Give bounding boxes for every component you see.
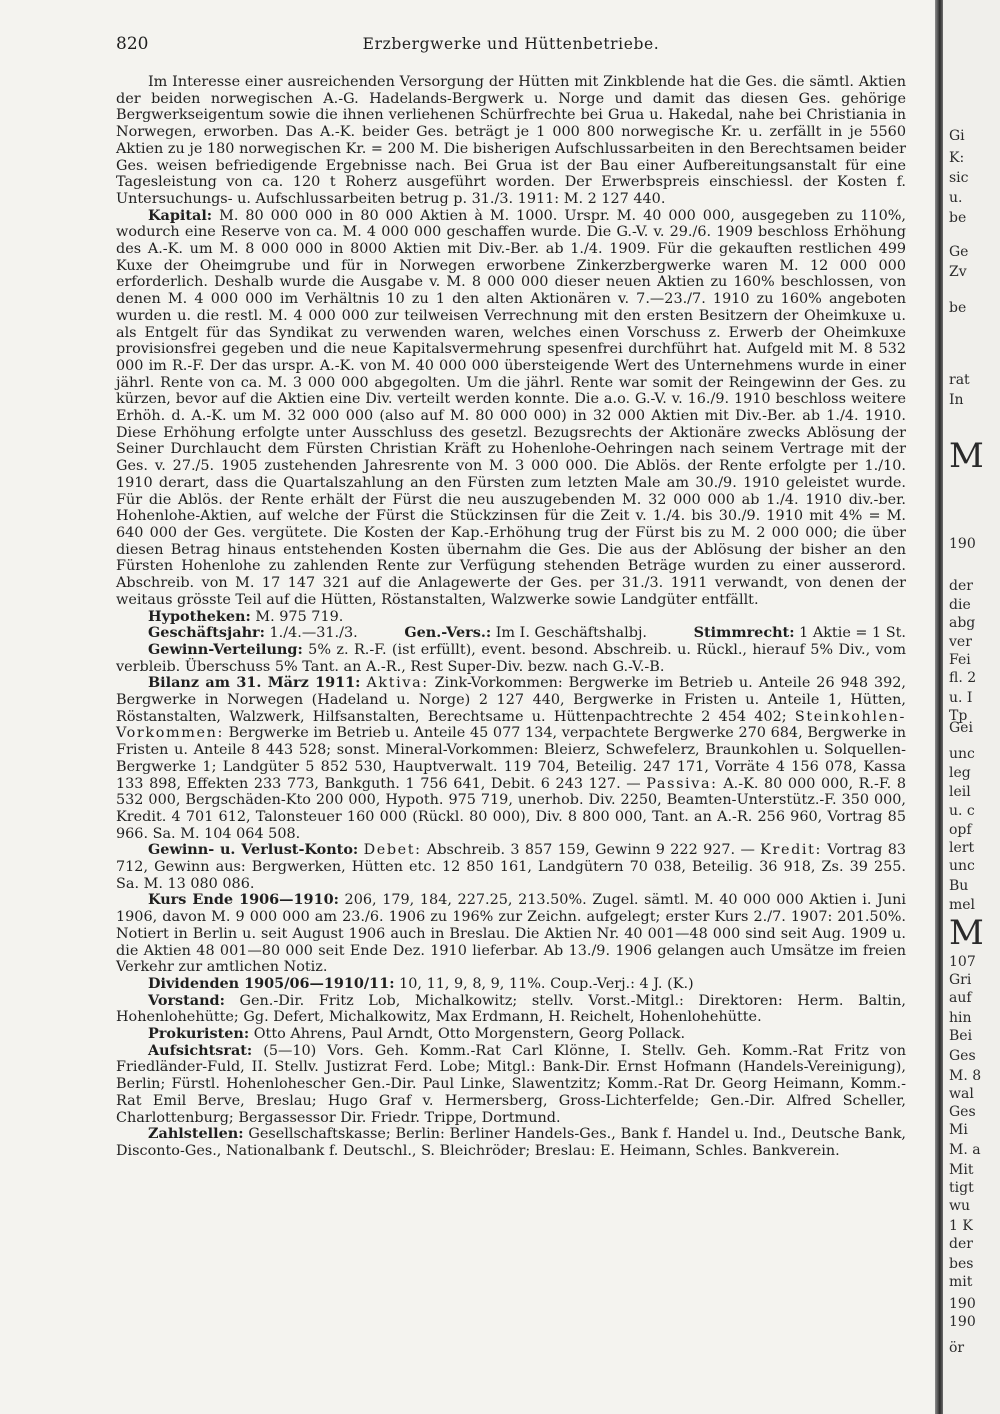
vorstand-label: Vorstand: [148, 991, 225, 1009]
gewinn-verteilung-text: 5% z. R.-F. (ist erfüllt), event. besond. Abschreib. u. Rückl., hierauf 5% Div., vom verbleib. Überschuss 5% Tant. an A.-R., Rest Super-Div. bezw. nach G.-V.-B. [116, 641, 906, 675]
guv-kredit-word: Kredit: [760, 842, 822, 859]
adjacent-page-fragment: auf [949, 990, 972, 1006]
adjacent-page-fragment: M [949, 913, 984, 953]
adjacent-page-fragment: be [949, 210, 967, 226]
page-title: Erzbergwerke und Hüttenbetriebe. [362, 35, 660, 53]
bilanz-label: Bilanz am 31. März 1911: [148, 674, 361, 692]
adjacent-page-fragment: u. [949, 190, 963, 206]
bilanz-passiva-word: Passiva: [646, 775, 718, 792]
adjacent-page-fragment: Zv [949, 264, 967, 280]
adjacent-page-fragment: Gri [949, 972, 972, 988]
aufsichtsrat-label: Aufsichtsrat: [148, 1041, 253, 1059]
kapital-text: M. 80 000 000 in 80 000 Aktien à M. 1000. Urspr. M. 40 000 000, ausgegeben zu 110%, wodurch eine Reserve von ca. M. 4 000 000 geschaffen wurde. Die G.-V. v. 29./6. 1909 beschloss Erhöhung des A.-K. um M. 8 000 000 in 8000 Aktien mit Div.-Ber. ab 1./4. 1909. Für die gekauften restlichen 499 Kuxe der Oheimgrube und für in Norwegen erworbene Zinkerzbergwerke waren M. 12 000 000 erforderlich. Deshalb wurde die Ausgabe v. M. 8 000 000 dieser neuen Aktien zu 160% beschlossen, von denen M. 4 000 000 im Verhältnis 10 zu 1 den alten Aktionären v. 7.—23./7. 1910 zu 160% angeboten wurden u. die restl. M. 4 000 000 zur teilweisen Verrechnung mit den ersten Besitzern der Oheimkuxe u. als Entgelt für das Syndikat zu verwenden waren, welches einen Vorschuss z. Erwerb der Oheimkuxe provisionsfrei gegeben und die neue Kapitalsvermehrung spesenfrei durchführt hat. Aufgeld mit M. 8 532 000 im R.-F. Der das urspr. A.-K. von M. 40 000 000 übersteigende Wert des Unternehmens wurde in einer jährl. Rente von ca. M. 3 000 000 abgegolten. Um die jährl. Rente war somit der Reingewinn der Ges. zu kürzen, bevor auf die Aktien eine Div. verteilt werden konnte. Die a.o. G.-V. v. 16./9. 1910 beschloss weitere Erhöh. d. A.-K. um M. 32 000 000 (also auf M. 80 000 000) in 32 000 Aktien mit Div.-Ber. ab 1./4. 1910. Diese Erhöhung erfolgte unter Ausschluss des gesetzl. Bezugsrechts der Aktionäre zwecks Ablösung der Seiner Durchlaucht dem Fürsten Christian Kräft zu Hohenlohe-Oehringen nach seinem Vertrage mit der Ges. v. 27./5. 1905 zustehenden Jahresrente von M. 3 000 000. Die Ablös. der Rente erfolgte per 1./10. 1910 derart, dass die Quartalszahlung an den Fürsten zum letzten Male am 30./9. 1910 geleistet wurde. Für die Ablös. der Rente erhält der Fürst die neu auszugebenden M. 32 000 000 ab 1./4. 1910 div.-ber. Hohenlohe-Aktien, auf welche der Fürst die Stückzinsen für die Zeit v. 1./4. bis 30./9. 1910 mit 4% = M. 640 000 der Ges. vergütete. Die Kosten der Kap.-Erhöhung trug der Fürst bis zu M. 2 000 000; die über diesen Betrag hinaus entstehenden Kosten übernahm die Ges. Die aus der Ablösung der bisher an den Fürsten Hohenlohe zu zahlenden Rente zur Verfügung stehenden Beträge wurden zu einer ausserord. Abschreib. von M. 17 147 321 auf die Anlagewerte der Ges. per 31./3. 1911 verwandt, von denen der weitaus grösste Teil auf die Hütten, Röstanstalten, Walzwerke sowie Landgüter entfällt. [116, 207, 906, 608]
adjacent-page-fragment: Ges [949, 1048, 976, 1064]
prokuristen-label: Prokuristen: [148, 1025, 250, 1043]
gewinn-verteilung-label: Gewinn-Verteilung: [148, 640, 303, 658]
bilanz-aktiva-text: Zink-Vorkommen: Bergwerke im Betrieb u. Anteile 26 948 392, Bergwerke in Norwegen (Hadeland u. Norge) 2 127 440, Bergwerke in Fristen u. Anteile 1, Hütten, Röstanstalten, Walzwerk, Hilfsanstalten, Berechtsame u. Hüttenpachtrechte 2 454 402; [116, 675, 906, 725]
adjacent-page-fragment: be [949, 300, 967, 316]
adjacent-page-fragment: ver [949, 634, 972, 650]
guv-debet-word: Debet: [363, 842, 422, 859]
adjacent-page-fragment: 190 [949, 536, 976, 552]
guv-kredit-text: Vortrag 83 712, Gewinn aus: Bergwerken, Hütten etc. 12 850 161, Landgütern 70 038, Beteilig. 36 918, Zs. 39 255. Sa. M. 13 080 086. [116, 842, 907, 892]
prokuristen-section [116, 1026, 906, 1043]
adjacent-page-fragment: K: [949, 150, 965, 166]
adjacent-page-fragment: Tp [949, 708, 968, 724]
adjacent-page-fragment: abg [949, 615, 976, 631]
adjacent-page-fragment: 190 [949, 1314, 976, 1330]
vorstand-section [116, 993, 906, 1026]
zahlstellen-section [116, 1126, 906, 1159]
gewinn-verteilung-section [116, 642, 906, 675]
geschaeftsjahr-text: 1./4.—31./3. [269, 625, 358, 642]
adjacent-page-fragment: Gei [949, 720, 973, 736]
adjacent-page-fragment: Bei [949, 1028, 973, 1044]
kapital-section [116, 208, 906, 609]
aufsichtsrat-text: (5—10) Vors. Geh. Komm.-Rat Carl Klönne, I. Stellv. Geh. Komm.-Rat Fritz von Friedländer-Fuld, II. Stellv. Justizrat Ferd. Lobe; Mitgl.: Bank-Dir. Ernst Hofmann (Handels-Vereinigung), Berlin; Fürstl. Hohenlohescher Gen.-Dir. Paul Linke, Slawentzitz; Komm.-Rat Dr. Georg Heimann, Komm.-Rat Emil Berve, Breslau; Hugo Graf v. Hermersberg, Gross-Lichterfelde; Gen.-Dir. Alfred Scheller, Charlottenburg; Bergassessor Dir. Friedr. Trippe, Dortmund. [116, 1042, 906, 1126]
running-head [116, 34, 906, 56]
kapital-label: Kapital: [148, 206, 213, 224]
genvers-item [372, 625, 647, 642]
adjacent-page-fragment: leg [949, 765, 971, 781]
prokuristen-text: Otto Ahrens, Paul Arndt, Otto Morgenstern, Georg Pollack. [253, 1026, 686, 1043]
adjacent-page-fragment: wal [949, 1086, 974, 1102]
adjacent-page-fragment: 190 [949, 1296, 976, 1312]
genvers-label: Gen.-Vers.: [404, 624, 492, 642]
adjacent-page-fragment: lert [949, 840, 975, 856]
adjacent-page-fragment: ör [949, 1340, 965, 1356]
kurs-text: 206, 179, 184, 227.25, 213.50%. Zugel. sämtl. M. 40 000 000 Aktien i. Juni 1906, davon M. 9 000 000 am 23./6. 1906 zu 196% zur Zeichn. aufgelegt; erster Kurs 2./7. 1907: 201.50%. Notiert in Berlin u. seit August 1906 auch in Breslau. Die Aktien Nr. 40 001—48 000 sind seit Aug. 1909 u. die Aktien 48 001—80 000 seit Ende Dez. 1910 lieferbar. Ab 13./9. 1906 gelangen auch Umsätze im freien Verkehr zur amtlichen Notiz. [116, 892, 906, 976]
genvers-text: Im I. Geschäftshalbj. [495, 625, 647, 642]
adjacent-page-fragment: unc [949, 746, 975, 762]
adjacent-page-fragment: Bu [949, 878, 969, 894]
stimmrecht-item [662, 625, 906, 642]
bilanz-passiva-text: A.-K. 80 000 000, R.-F. 8 532 000, Bergschäden-Kto 200 000, Hypoth. 975 719, unerhob. Div. 2250, Beamten-Unterstütz.-F. 350 000, Kredit. 4 701 612, Talonsteuer 160 000 (Rückl. 80 000), Div. 8 800 000, Tant. an A.-R. 256 960, Vortrag 85 966. Sa. M. 104 064 508. [116, 775, 906, 842]
gewinn-verlust-label: Gewinn- u. Verlust-Konto: [148, 841, 359, 859]
kurs-label: Kurs Ende 1906—1910: [148, 891, 339, 909]
guv-debet-text: Abschreib. 3 857 159, Gewinn 9 222 927. — [426, 842, 755, 859]
adjacent-page-fragment: mel [949, 897, 976, 913]
adjacent-page-fragment: Ges [949, 1104, 976, 1120]
dividenden-section [116, 976, 906, 993]
geschaeftsjahr-item [116, 625, 358, 642]
adjacent-page-fragment: leil [949, 784, 971, 800]
adjacent-page-fragment: tigt [949, 1180, 974, 1196]
stimmrecht-label: Stimmrecht: [693, 624, 795, 642]
bilanz-section [116, 675, 906, 842]
bilanz-aktiva-word: Aktiva: [366, 675, 429, 692]
stimmrecht-text: 1 Aktie = 1 St. [799, 625, 906, 642]
gewinn-verlust-section [116, 842, 906, 892]
adjacent-page-fragment: Gi [949, 128, 965, 144]
dividenden-label: Dividenden 1905/06—1910/11: [148, 974, 395, 992]
adjacent-page-fragment: unc [949, 858, 975, 874]
adjacent-page-fragment: M [949, 436, 984, 476]
adjacent-page-fragment: M. a [949, 1142, 981, 1158]
dividenden-text: 10, 11, 9, 8, 9, 11%. Coup.-Verj.: 4 J. (K.) [399, 975, 694, 992]
adjacent-page-fragment: 1 K [949, 1218, 973, 1234]
kurs-section [116, 892, 906, 976]
page-number: 820 [116, 34, 149, 54]
adjacent-page-fragment: In [949, 392, 964, 408]
adjacent-page-fragment: 107 [949, 954, 976, 970]
zahlstellen-label: Zahlstellen: [148, 1125, 244, 1143]
intro-paragraph: Im Interesse einer ausreichenden Versorgung der Hütten mit Zinkblende hat die Ges. die sämtl. Aktien der beiden norwegischen A.-G. Hadelands-Bergwerk u. Norge und damit das diesen Ges. gehörige Bergwerkseigentum sowie die ihnen verliehenen Schürfrechte bei Grua u. Hakedal, nahe bei Christiania in Norwegen, erworben. Das A.-K. beider Ges. beträgt je 1 000 800 norwegische Kr. u. zerfällt in je 5560 Aktien zu je 180 norwegischen Kr. = 200 M. Die bisherigen Aufschlussarbeiten in den Berechtsamen beider Ges. weisen befriedigende Ergebnisse nach. Bei Grua ist der Bau einer Aufbereitungsanstalt für eine Tagesleistung von ca. 120 t Roherz ausgeführt worden. Der Erwerbspreis einschiessl. der Kosten f. Untersuchungs- u. Aufschlussarbeiten betrug p. 31./3. 1911: M. 2 127 440. [116, 74, 906, 207]
adjacent-page-edge [943, 0, 1000, 1414]
hypotheken-text: M. 975 719. [255, 608, 344, 625]
bilanz-steinkohlen-word: Steinkohlen-Vorkommen: [116, 708, 906, 742]
adjacent-page-fragment: mit [949, 1274, 973, 1290]
aufsichtsrat-section [116, 1043, 906, 1127]
adjacent-page-fragment: u. c [949, 803, 975, 819]
adjacent-page-fragment: Mi [949, 1122, 968, 1138]
hypotheken-section [116, 609, 906, 626]
adjacent-page-fragment: opf [949, 822, 972, 838]
adjacent-page-fragment: fl. 2 [949, 670, 977, 686]
adjacent-page-fragment: die [949, 597, 971, 613]
geschaeftsjahr-row [116, 625, 906, 642]
bilanz-steinkohlen-text: Bergwerke im Betrieb u. Anteile 45 077 134, verpachtete Bergwerke 270 684, Bergwerke in Fristen u. Anteile 8 443 528; sonst. Mineral-Vorkommen: Bleierz, Schwefelerz, Braunkohlen u. Solquellen-Bergwerke 1; Landgüter 5 852 530, Hauptverwalt. 119 704, Beteilig. 247 171, Vorräte 4 156 078, Kassa 133 898, Effekten 233 773, Bankguth. 1 756 641, Debit. 6 243 127. — [116, 725, 906, 792]
geschaeftsjahr-label: Geschäftsjahr: [148, 624, 265, 642]
adjacent-page-fragment: Fei [949, 652, 971, 668]
adjacent-page-fragment: Mit [949, 1162, 974, 1178]
vorstand-text: Gen.-Dir. Fritz Lob, Michalkowitz; stellv. Vorst.-Mitgl.: Direktoren: Herm. Baltin, Hohenlohehütte; Gg. Defert, Michalkowitz, Max Erdmann, H. Reichelt, Hohenlohehütte. [116, 992, 906, 1026]
article-body [116, 74, 906, 1160]
zahlstellen-text: Gesellschaftskasse; Berlin: Berliner Handels-Ges., Bank f. Handel u. Ind., Deutsche Bank, Disconto-Ges., Nationalbank f. Deutschl., S. Bleichröder; Breslau: E. Heimann, Schles. Bankverein. [116, 1126, 907, 1159]
adjacent-page-fragment: bes [949, 1256, 974, 1272]
adjacent-page-fragment: hin [949, 1010, 972, 1026]
adjacent-page-fragment: der [949, 578, 973, 594]
hypotheken-label: Hypotheken: [148, 607, 251, 625]
adjacent-page-fragment: Ge [949, 244, 969, 260]
adjacent-page-fragment: u. I [949, 690, 973, 706]
book-fold [935, 0, 943, 1414]
adjacent-page-fragment: M. 8 [949, 1068, 982, 1084]
adjacent-page-fragment: rat [949, 372, 970, 388]
adjacent-page-fragment: der [949, 1236, 973, 1252]
adjacent-page-fragment: sic [949, 170, 969, 186]
adjacent-page-fragment: wu [949, 1198, 970, 1214]
